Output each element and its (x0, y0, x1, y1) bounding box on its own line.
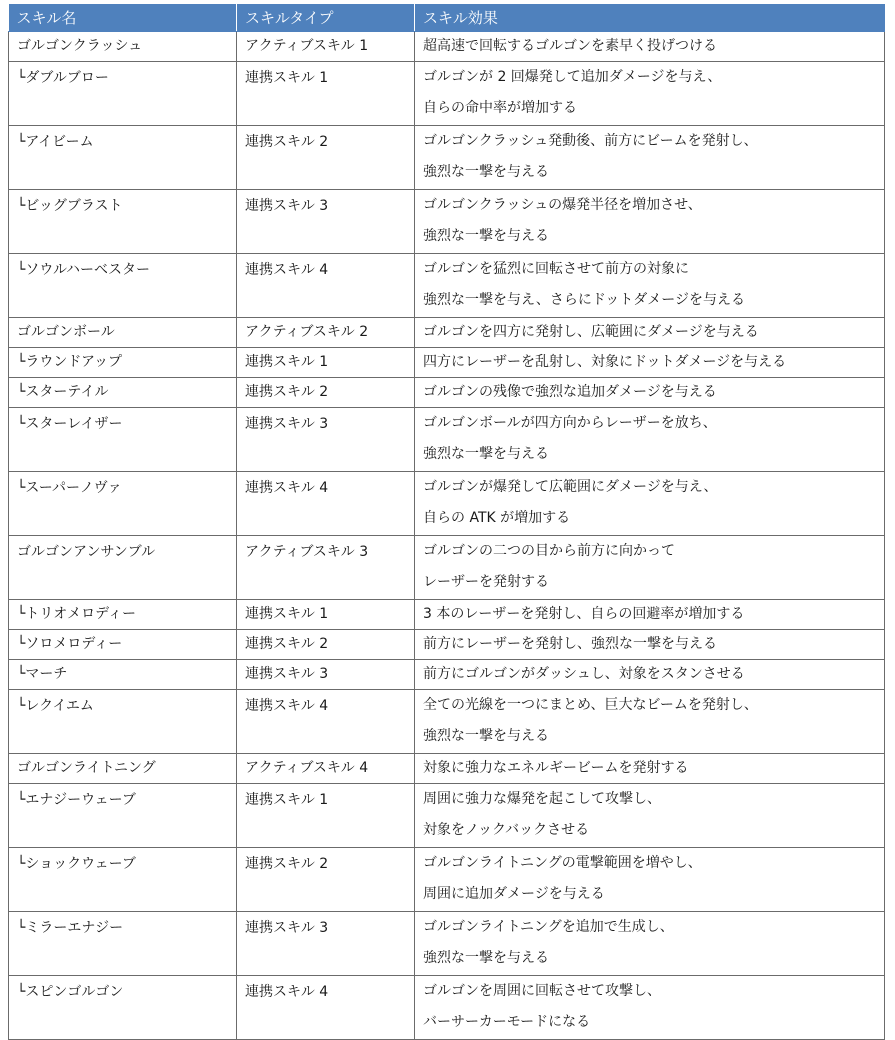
skill-name-cell: └ソウルハーベスター (9, 254, 237, 318)
skill-effect-cell (415, 754, 885, 784)
skill-name-cell: └ミラーエナジー (9, 912, 237, 976)
table-row (9, 784, 885, 848)
skill-effect-cell (415, 32, 885, 62)
skill-effect-cell (415, 472, 885, 536)
skill-name-cell: ゴルゴンクラッシュ (9, 32, 237, 62)
skill-type-cell: 連携スキル 4 (237, 254, 415, 318)
skill-name-cell: ゴルゴンアンサンブル (9, 536, 237, 600)
skill-effect-line: 強烈な一撃を与える (423, 228, 549, 244)
skill-table-body (9, 32, 885, 1040)
skill-type-cell: 連携スキル 2 (237, 848, 415, 912)
skill-name-cell: └スピンゴルゴン (9, 976, 237, 1040)
skill-effect-line: ゴルゴンライトニングの電撃範囲を増やし、 (423, 855, 702, 871)
skill-effect-line: 強烈な一撃を与え、さらにドットダメージを与える (423, 292, 745, 308)
skill-name-cell: └エナジーウェーブ (9, 784, 237, 848)
table-row (9, 62, 885, 126)
skill-effect-line: ゴルゴンが爆発して広範囲にダメージを与え、 (423, 479, 718, 495)
skill-effect-line: ゴルゴンライトニングを追加で生成し、 (423, 919, 674, 935)
skill-effect-cell (415, 190, 885, 254)
skill-type-cell: 連携スキル 2 (237, 378, 415, 408)
skill-effect-line: ゴルゴンクラッシュの爆発半径を増加させ、 (423, 197, 702, 213)
skill-effect-line: 超高速で回転するゴルゴンを素早く投げつける (423, 38, 717, 54)
table-row (9, 912, 885, 976)
table-row (9, 190, 885, 254)
skill-effect-line: ゴルゴンの残像で強烈な追加ダメージを与える (423, 384, 717, 400)
skill-type-cell: 連携スキル 3 (237, 408, 415, 472)
skill-type-cell: 連携スキル 1 (237, 600, 415, 630)
skill-type-cell: 連携スキル 1 (237, 784, 415, 848)
skill-effect-line: 四方にレーザーを乱射し、対象にドットダメージを与える (423, 354, 787, 370)
skill-effect-line: 周囲に強力な爆発を起こして攻撃し、 (423, 791, 661, 807)
table-row (9, 318, 885, 348)
skill-effect-line: 対象に強力なエネルギービームを発射する (423, 760, 689, 776)
table-row (9, 754, 885, 784)
skill-type-cell: 連携スキル 4 (237, 472, 415, 536)
skill-effect-cell (415, 912, 885, 976)
table-header-row (9, 4, 885, 32)
table-row (9, 408, 885, 472)
skill-name-cell: └マーチ (9, 660, 237, 690)
skill-effect-cell (415, 254, 885, 318)
skill-effect-line: 自らの ATK が増加する (423, 510, 571, 526)
skill-effect-line: バーサーカーモードになる (423, 1014, 591, 1030)
skill-effect-line: 強烈な一撃を与える (423, 950, 549, 966)
table-row (9, 536, 885, 600)
skill-name-cell: ゴルゴンボール (9, 318, 237, 348)
skill-effect-cell (415, 848, 885, 912)
skill-type-cell: 連携スキル 3 (237, 912, 415, 976)
skill-name-cell: └アイビーム (9, 126, 237, 190)
skill-effect-line: ゴルゴンを四方に発射し、広範囲にダメージを与える (423, 324, 759, 340)
table-row (9, 32, 885, 62)
table-row (9, 254, 885, 318)
skill-effect-line: ゴルゴンクラッシュ発動後、前方にビームを発射し、 (423, 133, 758, 149)
skill-effect-line: レーザーを発射する (423, 574, 549, 590)
skill-type-cell: 連携スキル 4 (237, 690, 415, 754)
skill-effect-line: ゴルゴンを周囲に回転させて攻撃し、 (423, 983, 661, 999)
skill-effect-cell (415, 378, 885, 408)
skill-type-cell: 連携スキル 3 (237, 190, 415, 254)
skill-effect-line: ゴルゴンを猛烈に回転させて前方の対象に (423, 261, 689, 277)
skill-effect-line: 前方にゴルゴンがダッシュし、対象をスタンさせる (423, 666, 745, 682)
skill-effect-cell (415, 660, 885, 690)
skill-effect-cell (415, 348, 885, 378)
table-row (9, 378, 885, 408)
skill-name-cell: └ラウンドアップ (9, 348, 237, 378)
skill-name-cell: └ダブルブロー (9, 62, 237, 126)
skill-effect-line: 全ての光線を一つにまとめ、巨大なビームを発射し、 (423, 697, 758, 713)
skill-type-cell: アクティブスキル 1 (237, 32, 415, 62)
skill-type-cell: アクティブスキル 4 (237, 754, 415, 784)
table-row (9, 976, 885, 1040)
column-header-skill-name: スキル名 (9, 4, 237, 32)
skill-effect-cell (415, 126, 885, 190)
skill-effect-line: 強烈な一撃を与える (423, 446, 549, 462)
skill-effect-cell (415, 784, 885, 848)
skill-type-cell: 連携スキル 1 (237, 62, 415, 126)
skill-name-cell: └ショックウェーブ (9, 848, 237, 912)
table-row (9, 600, 885, 630)
skill-effect-line: 強烈な一撃を与える (423, 728, 549, 744)
column-header-skill-type: スキルタイプ (237, 4, 415, 32)
skill-type-cell: 連携スキル 1 (237, 348, 415, 378)
skill-effect-cell (415, 600, 885, 630)
table-row (9, 348, 885, 378)
skill-effect-cell (415, 536, 885, 600)
table-row (9, 690, 885, 754)
skill-name-cell: └トリオメロディー (9, 600, 237, 630)
table-row (9, 472, 885, 536)
skill-effect-cell (415, 408, 885, 472)
skill-effect-line: ゴルゴンボールが四方向からレーザーを放ち、 (423, 415, 717, 431)
skill-name-cell: └スーパーノヴァ (9, 472, 237, 536)
table-row (9, 848, 885, 912)
skill-type-cell: 連携スキル 4 (237, 976, 415, 1040)
skill-type-cell: 連携スキル 2 (237, 630, 415, 660)
skill-effect-line: ゴルゴンの二つの目から前方に向かって (423, 543, 675, 559)
skill-effect-line: 対象をノックバックさせる (423, 822, 590, 838)
column-header-skill-effect: スキル効果 (415, 4, 885, 32)
skill-name-cell: └スターレイザー (9, 408, 237, 472)
skill-table (8, 4, 885, 1040)
table-row (9, 630, 885, 660)
skill-name-cell: └レクイエム (9, 690, 237, 754)
skill-name-cell: └スターテイル (9, 378, 237, 408)
skill-name-cell: └ソロメロディー (9, 630, 237, 660)
skill-type-cell: 連携スキル 2 (237, 126, 415, 190)
skill-effect-cell (415, 976, 885, 1040)
skill-type-cell: 連携スキル 3 (237, 660, 415, 690)
skill-effect-cell (415, 62, 885, 126)
skill-effect-line: 前方にレーザーを発射し、強烈な一撃を与える (423, 636, 717, 652)
skill-effect-line: 周囲に追加ダメージを与える (423, 886, 605, 902)
table-row (9, 660, 885, 690)
skill-type-cell: アクティブスキル 3 (237, 536, 415, 600)
skill-name-cell: ゴルゴンライトニング (9, 754, 237, 784)
skill-effect-line: 3 本のレーザーを発射し、自らの回避率が増加する (423, 606, 745, 622)
skill-table-container (8, 4, 884, 1040)
skill-effect-line: 強烈な一撃を与える (423, 164, 549, 180)
skill-effect-cell (415, 690, 885, 754)
skill-effect-cell (415, 318, 885, 348)
skill-effect-cell (415, 630, 885, 660)
skill-name-cell: └ビッグブラスト (9, 190, 237, 254)
skill-effect-line: 自らの命中率が増加する (423, 100, 577, 116)
skill-effect-line: ゴルゴンが 2 回爆発して追加ダメージを与え、 (423, 69, 722, 85)
skill-type-cell: アクティブスキル 2 (237, 318, 415, 348)
table-row (9, 126, 885, 190)
